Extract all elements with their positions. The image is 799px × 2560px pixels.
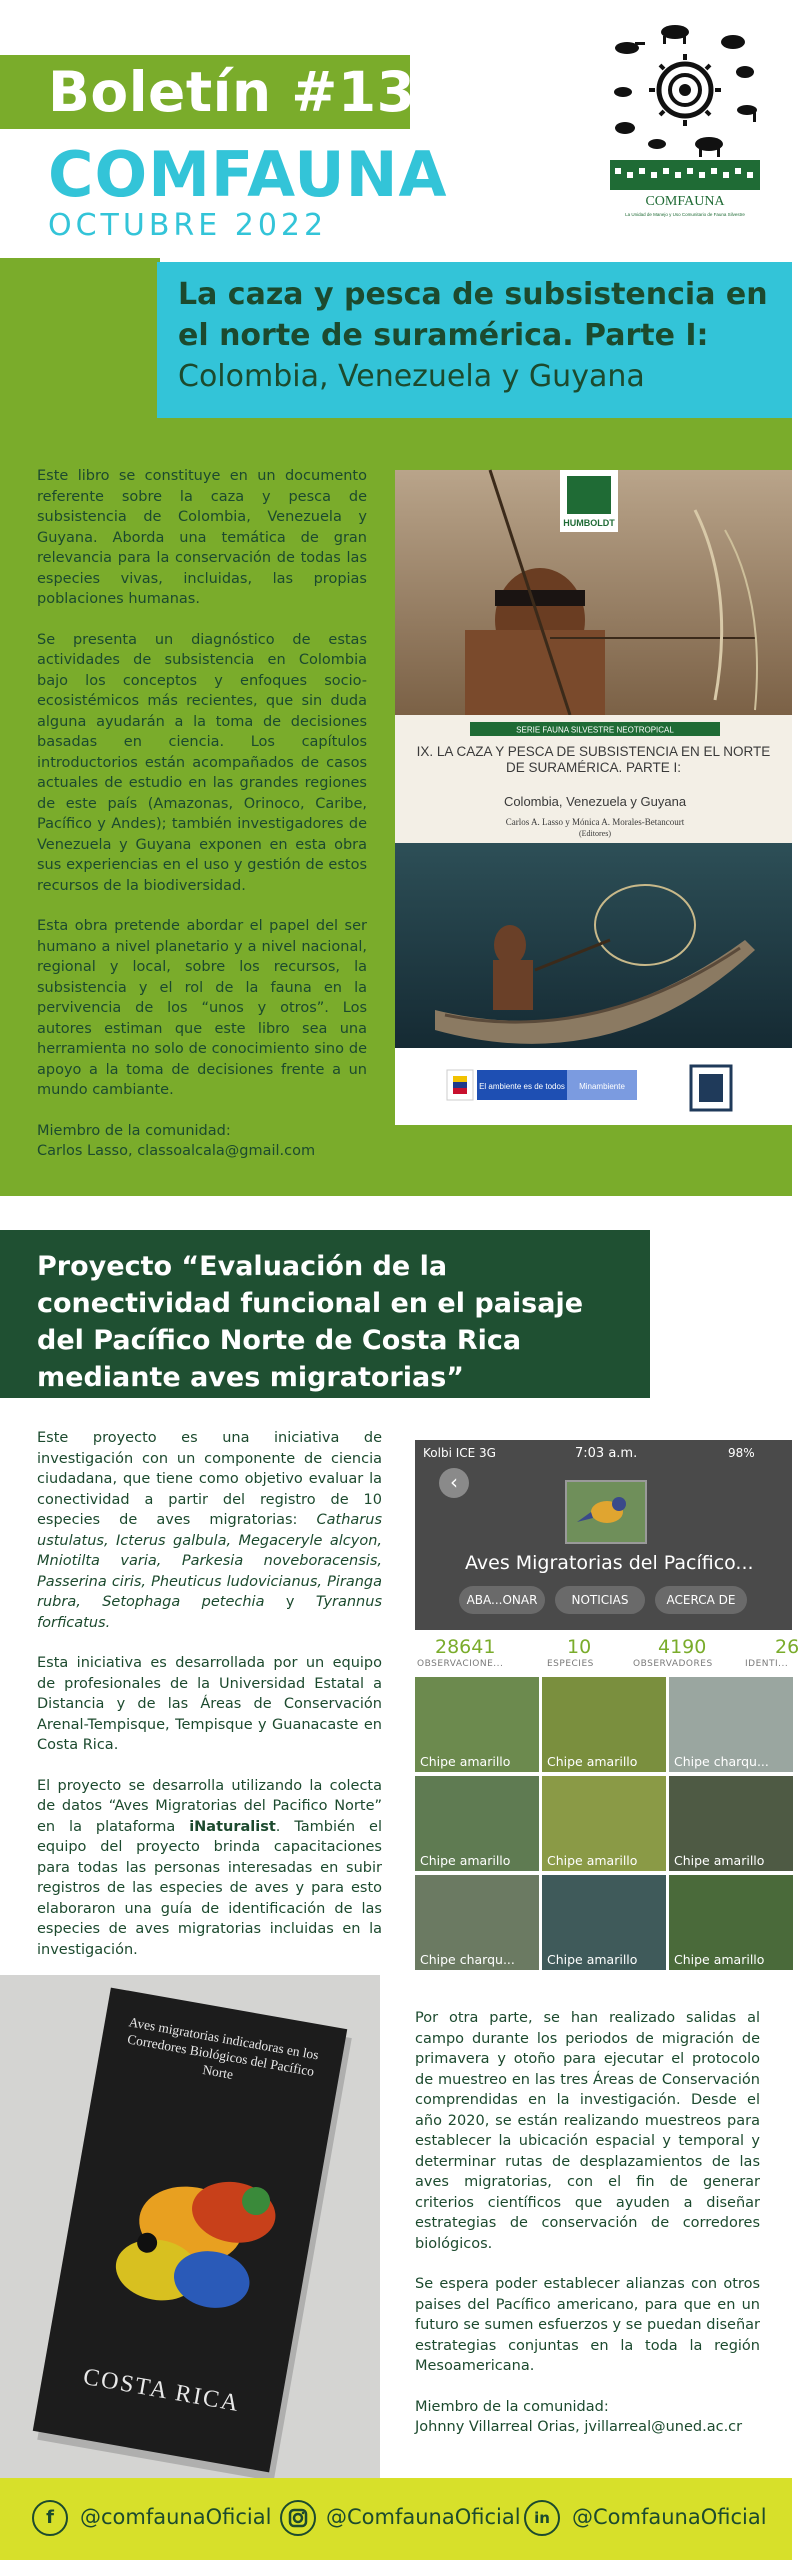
phone-screenshot: [415, 1440, 799, 1975]
stat-observadores-value: 4190: [658, 1636, 707, 1658]
section1-title-bold: La caza y pesca de subsistencia en el norte de suramérica. Parte I:: [178, 277, 768, 353]
brand-title: COMFAUNA: [48, 138, 448, 211]
brochure-photo: [0, 1975, 380, 2480]
section2-member-contact: Johnny Villarreal Orias, jvillarreal@uned.ac.cr: [415, 2419, 743, 2435]
stat-identificadores-label: IDENTI...: [745, 1659, 789, 1669]
logo-subtext: La Unidad de Manejo y Uso Comunitario de Fauna Silvestre: [625, 212, 745, 217]
book-subtitle: Colombia, Venezuela y Guyana: [503, 794, 687, 809]
issue-date: OCTUBRE 2022: [48, 208, 328, 243]
bulletin-title: Boletín #13: [48, 60, 416, 124]
book-editors: Carlos A. Lasso y Mónica A. Morales-Betancourt: [505, 817, 685, 827]
stat-especies-value: 10: [567, 1636, 592, 1658]
section2-title: Proyecto “Evaluación de la conectividad funcional en el paisaje del Pacífico Norte de Costa Rica mediante aves migratorias”: [37, 1251, 584, 1393]
ministry-right: Minambiente: [579, 1082, 625, 1091]
phone-battery: 98%: [728, 1446, 755, 1460]
project-name: Aves Migratorias del Pacífico...: [465, 1552, 754, 1574]
ministry-left: El ambiente es de todos: [479, 1082, 565, 1091]
section1-member-label: Miembro de la comunidad:: [37, 1122, 231, 1139]
book-series: SERIE FAUNA SILVESTRE NEOTROPICAL: [516, 725, 674, 735]
book-editors-note: (Editores): [579, 829, 611, 838]
section1-paragraph: Este libro se constituye en un documento referente sobre la caza y pesca de subsistencia de Colombia, Venezuela y Guyana. Aborda una temática de gran relevancia para la conservación de todas las especies vivas, incluidas, las propias poblaciones humanas.: [37, 468, 367, 607]
stat-observaciones-value: 28641: [435, 1636, 496, 1658]
observation-photo[interactable]: Chipe amarillo: [415, 1677, 539, 1772]
phone-time: 7:03 a.m.: [575, 1446, 638, 1461]
section1-body: [37, 466, 367, 1162]
observation-photo[interactable]: Chipe amarillo: [669, 1776, 793, 1871]
facebook-handle[interactable]: @comfaunaOficial: [80, 2505, 272, 2529]
observation-photo[interactable]: Chipe charqu...: [415, 1875, 539, 1970]
species-last: Tyrannus forficatus.: [37, 1594, 382, 1631]
linkedin-icon[interactable]: in: [524, 2500, 560, 2536]
book-publisher: HUMBOLDT: [563, 518, 615, 528]
section2-member-label: Miembro de la comunidad:: [415, 2398, 609, 2415]
section1-paragraph: Se presenta un diagnóstico de estas actividades de subsistencia en Colombia bajo los conceptos y enfoques socio-ecosistémicos más recientes, que sin duda alguna ayudarán a la toma de decisiones basadas en ciencia. Los capítulos introductorios están acompañados de casos actuales de estudio en las grandes regiones de este país (Amazonas, Orinoco, Caribe, Pacífico y Andes); también investigadores de Venezuela y Guyana exponen en esta obra sus experiencias en el uso y gestión de estos recursos de la biodiversidad.: [37, 631, 367, 894]
sun-animals-icon: [605, 20, 765, 220]
section2-paragraph-species: Este proyecto es una iniciativa de investigación con un componente de ciencia ciudadana, que tiene como objetivo evaluar la conectividad a partir del registro de 10 especies de aves migratorias: Catharus ustulatus, Icterus galbula, Megaceryle alcyon, Mniotilta varia, Parkesia noveboracensis, Passerina ciris, Pheuticus ludovicianus, Piranga rubra, Setophaga petechia y Tyrannus forficatus.: [37, 1430, 382, 1631]
phone-carrier: Kolbi ICE 3G: [423, 1446, 496, 1460]
book-cover-art: [395, 470, 792, 1125]
comfauna-logo: [605, 20, 765, 220]
book-title: IX. LA CAZA Y PESCA DE SUBSISTENCIA EN EL NORTE DE SURAMÉRICA. PARTE I:: [416, 744, 771, 775]
stat-especies-label: ESPECIES: [547, 1659, 594, 1669]
brochure-title: Aves migratorias indicadoras en los Corredores Biológicos del Pacífico Norte: [126, 2014, 320, 2082]
linkedin-handle[interactable]: @ComfaunaOficial: [572, 2505, 767, 2529]
section1-paragraph: Esta obra pretende abordar el papel del ser humano a nivel planetario y a nivel nacional, regional y local, sobre los recursos, la subsistencia y el rol de la fauna en la pervivencia de los “unos y otros”. Los autores estiman que este libro sea una herramienta no solo de conocimiento sino de apoyo a la toma de decisiones frente a un mundo cambiante.: [37, 918, 367, 1098]
observation-photo[interactable]: Chipe amarillo: [542, 1875, 666, 1970]
stat-identificadores-value: 26: [775, 1636, 799, 1658]
section1-title: [178, 274, 778, 397]
inaturalist-name: iNaturalist: [189, 1818, 276, 1835]
tab-acerca-de[interactable]: ACERCA DE: [655, 1586, 747, 1614]
section1-title-regular: Colombia, Venezuela y Guyana: [178, 359, 645, 394]
section2-body-left: [37, 1428, 382, 1980]
tab-abandonar[interactable]: ABA...ONAR: [459, 1586, 545, 1614]
facebook-icon[interactable]: f: [32, 2500, 68, 2536]
section2-paragraph: Por otra parte, se han realizado salidas al campo durante los periodos de migración de primavera y otoño para ejecutar el protocolo de muestreo en las tres Áreas de Conservación comprendidas en la investigación. Desde el año 2020, se están realizando muestreos para establecer la ubicación espacial y temporal y determinar rutas de desplazamientos de las aves migratorias, con el fin de generar criterios científicos que ayuden a diseñar estrategias de conservación de corredores biológicos.: [415, 2010, 760, 2252]
instagram-icon[interactable]: [280, 2500, 316, 2536]
observation-photo[interactable]: Chipe amarillo: [542, 1677, 666, 1772]
project-bird-icon: [565, 1480, 647, 1544]
observation-photo[interactable]: Chipe amarillo: [669, 1875, 793, 1970]
section2-paragraph: Esta iniciativa es desarrollada por un equipo de profesionales de la Universidad Estatal a Distancia y de las Áreas de Conservación Arenal-Tempisque, Tempisque y Guanacaste en Costa Rica.: [37, 1655, 382, 1753]
tab-noticias[interactable]: NOTICIAS: [555, 1586, 645, 1614]
species-list: Catharus ustulatus, Icterus galbula, Megaceryle alcyon, Mniotilta varia, Parkesia noveboracensis, Passerina ciris, Pheuticus ludovicianus, Piranga rubra, Setophaga petechia: [37, 1512, 382, 1610]
back-arrow-icon[interactable]: ‹: [439, 1468, 469, 1498]
book-cover: [395, 470, 792, 1125]
section2-paragraph: El proyecto se desarrolla utilizando la colecta de datos “Aves Migratorias del Pacifico Norte” en la plataforma iNaturalist. También el equipo del proyecto brinda capacitaciones para todas las personas interesadas en subir registros de las especies de aves y para esto elaboraron una guía de identificación de las especies de aves migratorias incluidas en la investigación.: [37, 1777, 383, 1958]
section2-body-right: [415, 2008, 760, 2438]
section1-background-tab: [0, 258, 160, 348]
section2-paragraph: Se espera poder establecer alianzas con otros paises del Pacífico americano, para que en un futuro se sumen esfuerzos y se puedan diseñar estrategias conjuntas en la toda la región Mesoamericana.: [415, 2276, 760, 2374]
observation-photo[interactable]: Chipe amarillo: [415, 1776, 539, 1871]
section1-member-contact: Carlos Lasso, classoalcala@gmail.com: [37, 1143, 316, 1159]
instagram-handle[interactable]: @ComfaunaOficial: [326, 2505, 521, 2529]
stat-observadores-label: OBSERVADORES: [633, 1659, 713, 1669]
observation-photo[interactable]: Chipe amarillo: [542, 1776, 666, 1871]
observation-photo[interactable]: Chipe charqu...: [669, 1677, 793, 1772]
stat-observaciones-label: OBSERVACIONE...: [417, 1659, 504, 1669]
logo-text: COMFAUNA: [645, 194, 725, 209]
brochure-country: COSTA RICA: [81, 2363, 243, 2418]
